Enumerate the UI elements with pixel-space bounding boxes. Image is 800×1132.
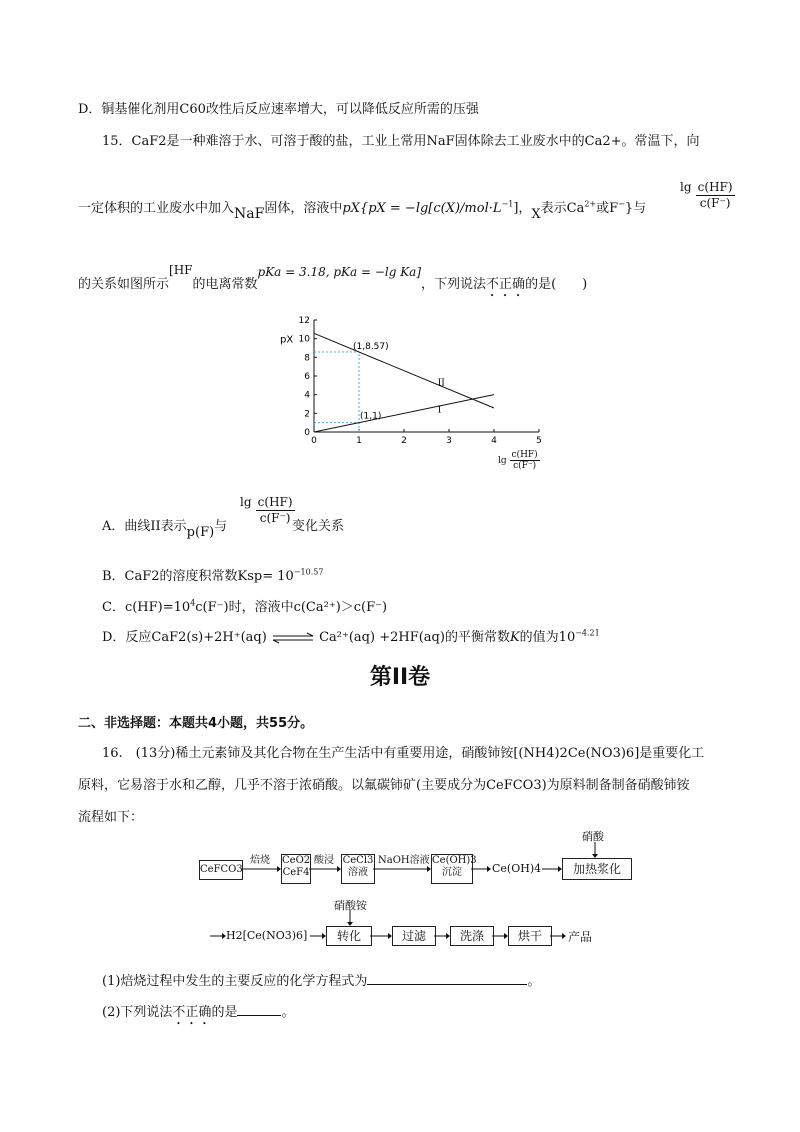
q15-line1: 15．CaF2是一种难溶于水、可溶于酸的盐，工业上常用NaF固体除去工业废水中的Ca2+。常温下，向 bbox=[102, 134, 700, 149]
y-tick-label: 2 bbox=[304, 409, 310, 420]
opt-a4: 变化关系 bbox=[292, 519, 345, 534]
chart-xlabel bbox=[498, 450, 540, 471]
flow-naoh: NaOH溶液 bbox=[378, 855, 430, 866]
chart-xlabel-den: c(F⁻) bbox=[513, 461, 537, 471]
q16-s2-end: 。 bbox=[281, 1005, 295, 1020]
arrow-icon bbox=[434, 931, 450, 941]
flow-prod2 bbox=[341, 854, 375, 884]
q15-l2f: X bbox=[531, 207, 541, 222]
flow-prod1a: CeO2 bbox=[282, 855, 311, 866]
q16-line2: 原料，它易溶于水和乙醇，几乎不溶于浓硝酸。以氟碳铈矿(主要成分为CeFCO3)为原料制备制备硝酸铈铵 bbox=[78, 778, 690, 793]
series-line-I bbox=[314, 395, 494, 432]
arrow-down-icon bbox=[345, 910, 355, 926]
opt-d3: K bbox=[509, 630, 520, 645]
q15-l3a: 的关系如图所示 bbox=[78, 277, 170, 292]
opt-c: C．c(HF)=10 bbox=[102, 600, 191, 615]
answer-blank-1[interactable] bbox=[367, 984, 527, 985]
q15-l3f: 不正确 bbox=[486, 277, 526, 292]
arrow-icon bbox=[492, 931, 508, 941]
x-tick-label: 5 bbox=[536, 436, 542, 446]
option-a bbox=[102, 515, 228, 540]
flow-wash: 洗涤 bbox=[450, 926, 494, 946]
chart-xlabel-num: c(HF) bbox=[511, 450, 538, 460]
y-tick-label: 10 bbox=[298, 334, 310, 345]
opt-a-fraction bbox=[240, 495, 295, 526]
arrow-icon bbox=[241, 864, 281, 874]
section2-heading: 二、非选择题：本题共4小题，共55分。 bbox=[78, 716, 314, 731]
q15-fraction bbox=[680, 180, 735, 211]
x-tick-label: 4 bbox=[491, 436, 497, 446]
series-label-II: II bbox=[437, 378, 445, 389]
x-tick-label: 2 bbox=[401, 436, 407, 446]
answer-blank-2[interactable] bbox=[237, 1015, 281, 1016]
x-tick-label: 0 bbox=[311, 436, 317, 446]
flow-prod2b: 溶液 bbox=[348, 867, 368, 878]
opt-a2: p(F) bbox=[186, 525, 215, 540]
q15-l2i: }与 bbox=[624, 201, 647, 216]
q16-s2c: 的是 bbox=[211, 1005, 238, 1020]
arrow-down-icon bbox=[590, 842, 600, 858]
flow-heat: 加热浆化 bbox=[562, 858, 632, 880]
q15-l2b: NaF bbox=[234, 206, 265, 222]
series-line-II bbox=[314, 333, 494, 408]
opt-d-exp: −4.21 bbox=[575, 628, 600, 638]
chart-xlabel-lg: lg bbox=[498, 456, 507, 466]
q15-l2h: 或F bbox=[596, 201, 619, 216]
flow-prod4: Ce(OH)4 bbox=[492, 862, 542, 875]
opt-b: B．CaF2的溶度积常数Ksp= 10 bbox=[102, 569, 294, 584]
q15-l2e: ]， bbox=[513, 201, 532, 216]
q15-l3g: 的是( ) bbox=[525, 277, 588, 292]
series-label-I: I bbox=[437, 405, 442, 416]
opt-a3: 与 bbox=[214, 519, 228, 534]
equilibrium-arrow-icon bbox=[271, 632, 315, 644]
flow-product: 产品 bbox=[568, 930, 593, 944]
annotation-label: (1,8.57) bbox=[353, 342, 389, 353]
flow-ore: CeFCO3 bbox=[199, 860, 243, 880]
flow-prod3a: Ce(OH)3 bbox=[432, 855, 477, 866]
q16-line3: 流程如下： bbox=[78, 810, 144, 825]
opt-c-exp: 4 bbox=[190, 598, 196, 608]
q16-s1 bbox=[102, 970, 540, 989]
q15-l2d: pX{pX = −lg[c(X)/mol·L bbox=[342, 201, 502, 216]
q16-s2 bbox=[102, 1001, 294, 1028]
flow-h2: H2[Ce(NO3)6] bbox=[226, 929, 308, 942]
opt-a-num: c(HF) bbox=[257, 495, 293, 509]
q16-s2a: (2)下列说法 bbox=[102, 1005, 173, 1020]
opt-a-den: c(F⁻) bbox=[259, 511, 291, 525]
x-tick-label: 3 bbox=[446, 436, 452, 446]
q15-l3d: pKa = 3.18, pKa = −lg Ka] bbox=[257, 265, 422, 279]
option-d-prev: D．铜基催化剂用C60改性后反应速率增大，可以降低反应所需的压强 bbox=[78, 102, 479, 117]
q15-frac-num: c(HF) bbox=[697, 180, 733, 194]
y-tick-label: 12 bbox=[298, 316, 310, 326]
y-axis-label: pX bbox=[280, 334, 294, 346]
opt-b-exp: −10.57 bbox=[293, 567, 324, 577]
option-c bbox=[102, 596, 387, 615]
q16-s1-text: (1)焙烧过程中发生的主要反应的化学方程式为 bbox=[102, 974, 368, 989]
q15-l3e: ，下列说法 bbox=[421, 277, 487, 292]
opt-d2: Ca²⁺(aq) +2HF(aq)的平衡常数 bbox=[319, 630, 510, 645]
x-tick-label: 1 bbox=[356, 436, 362, 446]
arrow-icon bbox=[210, 931, 226, 941]
arrow-icon bbox=[373, 864, 431, 874]
arrow-icon bbox=[370, 931, 392, 941]
q15-l2g: 表示Ca bbox=[540, 201, 585, 216]
flow-conv: 转化 bbox=[326, 926, 372, 946]
flow-filt: 过滤 bbox=[392, 926, 436, 946]
y-tick-label: 4 bbox=[304, 390, 310, 401]
flow-prod3 bbox=[431, 854, 477, 884]
flow-dry: 烘干 bbox=[508, 926, 552, 946]
q15-l2c: 固体，溶液中 bbox=[264, 201, 343, 216]
annotation-label: (1,1) bbox=[360, 411, 382, 422]
arrow-icon bbox=[550, 931, 566, 941]
opt-a1: A．曲线II表示 bbox=[102, 519, 187, 534]
q16-s1-end: 。 bbox=[527, 974, 541, 989]
q15-l2a: 一定体积的工业废水中加入 bbox=[78, 201, 235, 216]
flow-prod3b: 沉淀 bbox=[442, 867, 462, 878]
flow-prod2a: CeCl3 bbox=[342, 855, 374, 866]
flow-acid: 酸浸 bbox=[314, 855, 334, 866]
q15-line2: 一定体积的工业废水中加入NaF固体，溶液中$pX\{pX = -\lg[c(X)/mol\cdot L^{-1}]$，X表示$Ca^{2+}$或F−}与 bbox=[78, 199, 647, 222]
q15-l3c: 的电离常数 bbox=[192, 277, 258, 292]
arrow-icon bbox=[309, 864, 341, 874]
arrow-icon bbox=[471, 864, 491, 874]
part2-title: 第II卷 bbox=[369, 665, 431, 690]
flow-prod1 bbox=[281, 854, 311, 884]
opt-d4: 的值为10 bbox=[519, 630, 576, 645]
opt-c2: c(F⁻)时，溶液中c(Ca²⁺)＞c(F⁻) bbox=[195, 600, 388, 615]
flow-roast: 焙烧 bbox=[250, 855, 270, 866]
flow-amm: 硝酸铵 bbox=[334, 899, 367, 912]
opt-d1: D．反应CaF2(s)+2H⁺(aq) bbox=[102, 630, 267, 645]
flow-nitric: 硝酸 bbox=[582, 830, 604, 843]
flow-prod1b: CeF4 bbox=[282, 867, 310, 878]
y-tick-label: 6 bbox=[304, 372, 310, 382]
y-tick-label: 0 bbox=[304, 428, 310, 438]
q15-lg: lg bbox=[680, 180, 692, 194]
opt-a-lg: lg bbox=[240, 495, 252, 509]
arrow-icon bbox=[542, 864, 562, 874]
y-tick-label: 8 bbox=[304, 353, 310, 364]
q16-line1: 16. (13分)稀土元素铈及其化合物在生产生活中有重要用途，硝酸铈铵[(NH4)2Ce(NO3)6]是重要化工 bbox=[102, 746, 705, 761]
q15-frac-den: c(F⁻) bbox=[699, 196, 731, 210]
q15-line3 bbox=[78, 263, 588, 300]
option-b bbox=[102, 565, 323, 584]
option-d bbox=[102, 626, 600, 645]
q15-l3b: [HF bbox=[169, 263, 193, 277]
arrow-icon bbox=[310, 931, 326, 941]
q16-s2b: 不正确 bbox=[172, 1005, 212, 1020]
